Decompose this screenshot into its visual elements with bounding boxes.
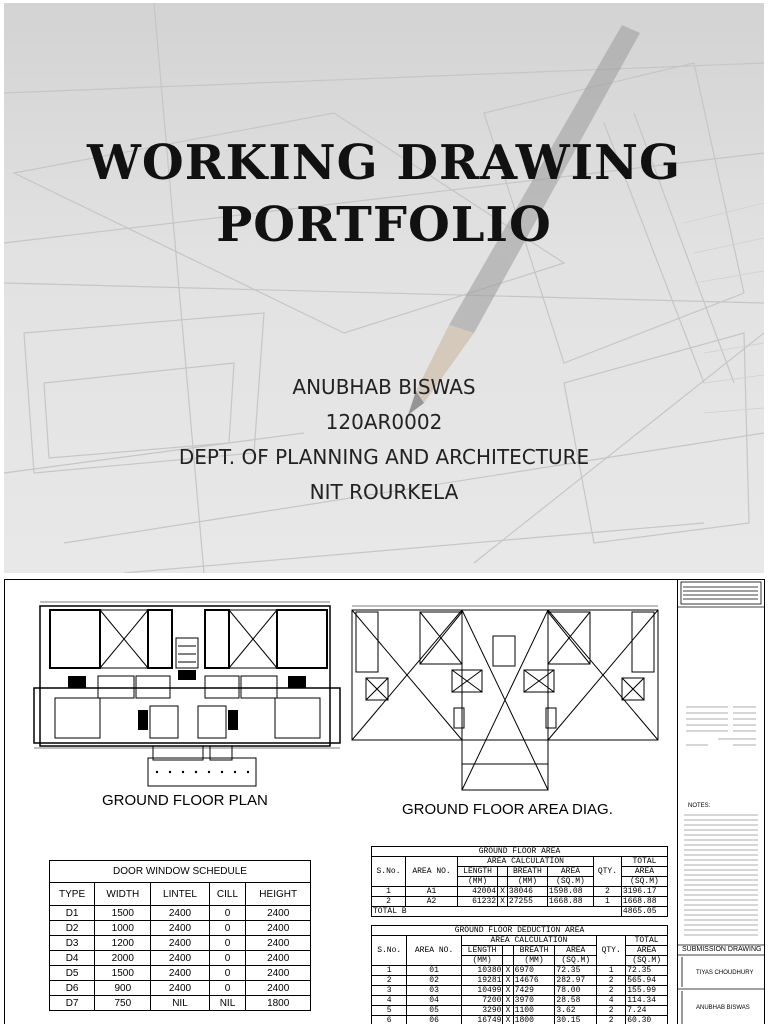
cell: 1500 [95, 906, 151, 921]
cell: 0 [209, 966, 246, 981]
area-diagram-label: GROUND FLOOR AREA DIAG. [402, 801, 613, 818]
table-row [50, 966, 311, 981]
title-slide [4, 3, 764, 573]
deduction-area-table [371, 925, 668, 1024]
hdr-qty: QTY. [593, 857, 621, 887]
cell: 1668.88 [547, 897, 593, 907]
cell: 5 [372, 1006, 407, 1016]
cell: 2400 [151, 966, 209, 981]
cell: 42004 [458, 887, 498, 897]
hdr-sno: S.No. [372, 936, 407, 966]
table-row [372, 887, 668, 897]
cell: D1 [50, 906, 95, 921]
col-cill: CILL [209, 883, 246, 906]
deduction-table-title: GROUND FLOOR DEDUCTION AREA [372, 926, 668, 936]
cell: 282.97 [555, 976, 597, 986]
hdr-sqm: (SQ.M) [547, 877, 593, 887]
cell: NIL [151, 996, 209, 1011]
col-width: WIDTH [95, 883, 151, 906]
cell: 2400 [246, 906, 311, 921]
cell: 6 [372, 1016, 407, 1024]
table-row [50, 951, 311, 966]
hdr-subtitle: AREA CALCULATION [458, 857, 594, 867]
hdr-breath: BREATH [507, 867, 547, 877]
cell: 1200 [95, 936, 151, 951]
table-row [50, 981, 311, 996]
cell: 10380 [461, 966, 503, 976]
cell: 2400 [246, 936, 311, 951]
cell: 0 [209, 981, 246, 996]
hdr-mm2: (MM) [507, 877, 547, 887]
cell: 14676 [513, 976, 555, 986]
total-label: TOTAL B [372, 907, 622, 917]
cell: 114.34 [626, 996, 668, 1006]
table-row [50, 921, 311, 936]
cell: 30.15 [555, 1016, 597, 1024]
cell: 10499 [461, 986, 503, 996]
ground-floor-plan-drawing [30, 598, 345, 788]
cell: D4 [50, 951, 95, 966]
title-line-2: PORTFOLIO [216, 197, 552, 253]
cell: 2400 [151, 981, 209, 996]
cell: 2400 [246, 951, 311, 966]
cell: 1 [593, 897, 621, 907]
cell: 72.35 [626, 966, 668, 976]
cell: 1100 [513, 1006, 555, 1016]
cell: 28.58 [555, 996, 597, 1006]
cell: 0 [209, 936, 246, 951]
cell: A1 [405, 887, 457, 897]
ground-floor-area-table [371, 846, 668, 917]
ground-floor-area-diagram [348, 600, 663, 800]
col-lintel: LINTEL [151, 883, 209, 906]
cell: 7.24 [626, 1006, 668, 1016]
hdr-sqm2: (SQ.M) [626, 956, 668, 966]
cell: X [498, 887, 508, 897]
submission-drawing-label: SUBMISSION DRAWING [682, 946, 762, 953]
institute: NIT ROURKELA [309, 480, 459, 504]
hdr-subtitle: AREA CALCULATION [461, 936, 596, 946]
cell: 750 [95, 996, 151, 1011]
cell: 155.99 [626, 986, 668, 996]
hdr-length: LENGTH [458, 867, 498, 877]
hdr-x [498, 867, 508, 877]
cell: 0 [209, 906, 246, 921]
drawing-sheet [0, 576, 768, 1024]
cell: 05 [407, 1006, 461, 1016]
hdr-length: LENGTH [461, 946, 503, 956]
cell: 1 [597, 966, 626, 976]
cell: 1500 [95, 966, 151, 981]
table-row [50, 936, 311, 951]
table-row [372, 1006, 668, 1016]
cell: D5 [50, 966, 95, 981]
cell: 1800 [246, 996, 311, 1011]
table-row [372, 897, 668, 907]
cell: 2 [593, 887, 621, 897]
total-value: 4865.05 [621, 907, 667, 917]
cell: 2400 [246, 981, 311, 996]
table-row [372, 976, 668, 986]
title-block [677, 579, 764, 1024]
student-name: ANUBHAB BISWAS [696, 1005, 750, 1011]
cell: 3196.17 [621, 887, 667, 897]
title-block-lines [678, 579, 764, 1024]
cell: 900 [95, 981, 151, 996]
cell: 7429 [513, 986, 555, 996]
cell: 72.35 [555, 966, 597, 976]
col-type: TYPE [50, 883, 95, 906]
hdr-sqm: (SQ.M) [555, 956, 597, 966]
cell: 1668.88 [621, 897, 667, 907]
hdr-mm1: (MM) [461, 956, 503, 966]
cell: 27255 [507, 897, 547, 907]
cell: X [503, 976, 513, 986]
cell: X [503, 966, 513, 976]
cell: 3 [372, 986, 407, 996]
notes-heading: NOTES: [688, 803, 711, 809]
table-row [372, 996, 668, 1006]
table-row [50, 996, 311, 1011]
cell: 3290 [461, 1006, 503, 1016]
cell: D2 [50, 921, 95, 936]
door-window-schedule [49, 860, 311, 1011]
hdr-area-no: AREA NO. [407, 936, 461, 966]
cell: 3970 [513, 996, 555, 1006]
cell: 4 [372, 996, 407, 1006]
cell: D3 [50, 936, 95, 951]
cell: 565.94 [626, 976, 668, 986]
cell: 0 [209, 951, 246, 966]
cell: A2 [405, 897, 457, 907]
roll-number: 120AR0002 [325, 410, 443, 434]
cell: 78.00 [555, 986, 597, 996]
cell: 61232 [458, 897, 498, 907]
cell: D6 [50, 981, 95, 996]
cell: 2400 [151, 936, 209, 951]
area-table-title: GROUND FLOOR AREA [372, 847, 668, 857]
cell: 3.62 [555, 1006, 597, 1016]
hdr-blank [498, 877, 508, 887]
hdr-breath: BREATH [513, 946, 555, 956]
title-line-1: WORKING DRAWING [87, 135, 681, 191]
hdr-total2: AREA [626, 946, 668, 956]
cell: 06 [407, 1016, 461, 1024]
guide-name: TIYAS CHOUDHURY [696, 970, 754, 976]
cell: 2000 [95, 951, 151, 966]
cell: 01 [407, 966, 461, 976]
cell: 2 [597, 976, 626, 986]
cell: 38046 [507, 887, 547, 897]
cell: 03 [407, 986, 461, 996]
cell: 2400 [246, 966, 311, 981]
hdr-total: TOTAL [621, 857, 667, 867]
cell: 2 [597, 1016, 626, 1024]
hdr-sqm2: (SQ.M) [621, 877, 667, 887]
cell: X [503, 1016, 513, 1024]
hdr-total2: AREA [621, 867, 667, 877]
cell: X [498, 897, 508, 907]
department: DEPT. OF PLANNING AND ARCHITECTURE [178, 445, 590, 469]
ground-floor-plan-label: GROUND FLOOR PLAN [102, 792, 268, 809]
cell: 2400 [151, 951, 209, 966]
hdr-mm1: (MM) [458, 877, 498, 887]
cell: 1000 [95, 921, 151, 936]
cell: 2 [597, 986, 626, 996]
cell: 1 [372, 966, 407, 976]
cell: 2 [372, 976, 407, 986]
hdr-area-no: AREA NO. [405, 857, 457, 887]
col-height: HEIGHT [246, 883, 311, 906]
table-row [372, 986, 668, 996]
schedule-title: DOOR WINDOW SCHEDULE [50, 861, 311, 883]
hdr-area: AREA [547, 867, 593, 877]
cell: 1598.08 [547, 887, 593, 897]
cell: X [503, 986, 513, 996]
hdr-mm2: (MM) [513, 956, 555, 966]
table-row [50, 906, 311, 921]
cell: 0 [209, 921, 246, 936]
cell: 2 [597, 1006, 626, 1016]
cell: X [503, 1006, 513, 1016]
cell: 1800 [513, 1016, 555, 1024]
cell: 2400 [246, 921, 311, 936]
cell: 4 [597, 996, 626, 1006]
cell: 6970 [513, 966, 555, 976]
cell: NIL [209, 996, 246, 1011]
cell: 02 [407, 976, 461, 986]
hdr-x [503, 946, 513, 956]
hdr-blank [503, 956, 513, 966]
hdr-qty: QTY. [597, 936, 626, 966]
author-name: ANUBHAB BISWAS [292, 375, 476, 399]
cell: X [503, 996, 513, 1006]
hdr-sno: S.No. [372, 857, 406, 887]
cell: 16749 [461, 1016, 503, 1024]
cell: 1 [372, 887, 406, 897]
hdr-total: TOTAL [626, 936, 668, 946]
cell: 60.30 [626, 1016, 668, 1024]
cell: 2 [372, 897, 406, 907]
cell: D7 [50, 996, 95, 1011]
cell: 2400 [151, 906, 209, 921]
cell: 04 [407, 996, 461, 1006]
table-row [372, 1016, 668, 1024]
hdr-area: AREA [555, 946, 597, 956]
cell: 2400 [151, 921, 209, 936]
cell: 7200 [461, 996, 503, 1006]
table-row [372, 966, 668, 976]
cell: 19281 [461, 976, 503, 986]
